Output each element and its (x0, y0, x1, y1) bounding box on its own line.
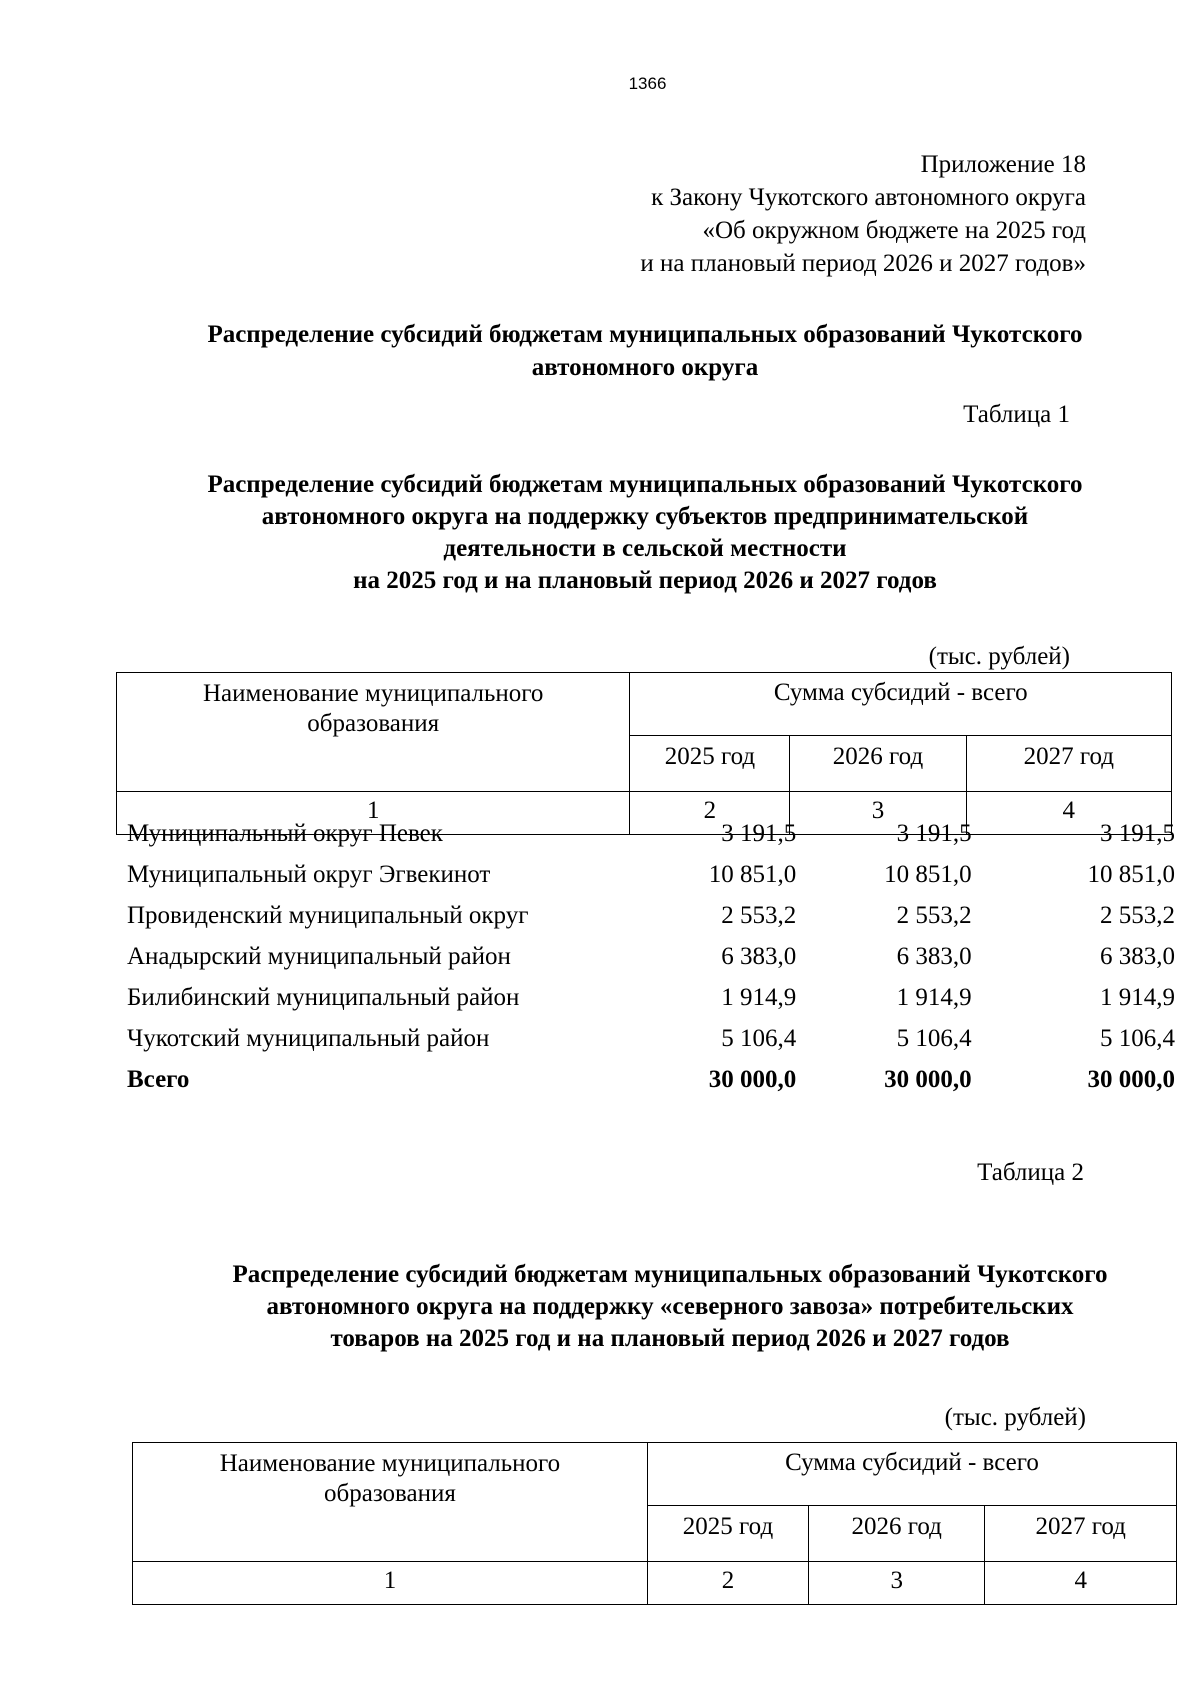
column-header-name (117, 673, 630, 792)
column-header-year-2027: 2027 год (985, 1506, 1177, 1562)
value-2026: 6 383,0 (896, 942, 972, 970)
value-2025: 2 553,2 (721, 901, 797, 929)
appendix-line: и на плановый период 2026 и 2027 годов» (640, 250, 1086, 277)
table-row (127, 1018, 1175, 1059)
table-row (127, 854, 1175, 895)
table2-title (125, 1259, 1200, 1355)
value-2026: 10 851,0 (884, 860, 972, 888)
value-2026: 3 191,5 (896, 819, 972, 847)
column-number: 2 (630, 792, 790, 835)
column-header-name (133, 1443, 648, 1562)
value-2025: 6 383,0 (721, 942, 797, 970)
column-number: 3 (790, 792, 966, 835)
column-header-year-2025: 2025 год (630, 736, 790, 792)
document-title-line: автономного округа (531, 354, 759, 381)
total-2026: 30 000,0 (884, 1065, 972, 1093)
column-number: 4 (966, 792, 1171, 835)
table1-header (116, 672, 1172, 835)
value-2027: 5 106,4 (1100, 1024, 1175, 1052)
table-row (127, 936, 1175, 977)
municipality-name: Анадырский муниципальный район (127, 942, 511, 970)
table1-units: (тыс. рублей) (928, 643, 1070, 670)
total-2025: 30 000,0 (708, 1065, 797, 1093)
table2-title-line: товаров на 2025 год и на плановый период 2026 и 2027 годов (330, 1325, 1010, 1352)
value-2027: 3 191,5 (1100, 819, 1175, 847)
value-2026: 2 553,2 (896, 901, 972, 929)
municipality-name: Муниципальный округ Эгвекинот (127, 860, 491, 888)
value-2025: 3 191,5 (721, 819, 797, 847)
column-number: 4 (985, 1562, 1177, 1605)
column-number: 1 (133, 1562, 648, 1605)
appendix-line: «Об окружном бюджете на 2025 год (702, 217, 1086, 244)
value-2027: 1 914,9 (1100, 983, 1175, 1011)
total-row (127, 1059, 1175, 1100)
table2-label: Таблица 2 (977, 1159, 1084, 1186)
column-number: 2 (647, 1562, 808, 1605)
municipality-name: Провиденский муниципальный округ (127, 901, 529, 929)
municipality-name: Чукотский муниципальный район (127, 1024, 490, 1052)
table-row (127, 895, 1175, 936)
column-header-year-2026: 2026 год (809, 1506, 985, 1562)
table1-title-line: Распределение субсидий бюджетам муниципальных образований Чукотского (207, 471, 1083, 498)
value-2025: 5 106,4 (721, 1024, 797, 1052)
document-title (110, 318, 1180, 384)
appendix-line: к Закону Чукотского автономного округа (651, 184, 1086, 211)
column-header-name-line: образования (324, 1480, 456, 1507)
table2-header (132, 1442, 1177, 1605)
table1-label: Таблица 1 (963, 401, 1070, 428)
value-2026: 5 106,4 (896, 1024, 972, 1052)
table1-title-line: деятельности в сельской местности (443, 535, 847, 562)
column-header-name-line: образования (307, 710, 440, 737)
value-2027: 2 553,2 (1100, 901, 1175, 929)
value-2026: 1 914,9 (896, 983, 972, 1011)
document-title-line: Распределение субсидий бюджетам муниципальных образований Чукотского (207, 321, 1083, 348)
table-row (127, 813, 1175, 854)
table1-title (110, 469, 1180, 597)
column-header-name-line: Наименование муниципального (203, 680, 544, 707)
appendix-reference (640, 148, 1086, 280)
value-2025: 1 914,9 (721, 983, 797, 1011)
table1-title-line: на 2025 год и на плановый период 2026 и 2027 годов (353, 567, 937, 594)
table2-title-line: автономного округа на поддержку «северного завоза» потребительских (266, 1293, 1074, 1320)
column-header-year-2026: 2026 год (790, 736, 966, 792)
column-header-year-2025: 2025 год (647, 1506, 808, 1562)
municipality-name: Муниципальный округ Певек (127, 819, 443, 847)
column-header-name-line: Наименование муниципального (219, 1450, 561, 1477)
table2-title-line: Распределение субсидий бюджетам муниципальных образований Чукотского (232, 1261, 1108, 1288)
value-2027: 10 851,0 (1087, 860, 1175, 888)
appendix-line: Приложение 18 (920, 151, 1086, 178)
table2-units: (тыс. рублей) (944, 1404, 1086, 1431)
column-header-sum: Сумма субсидий - всего (647, 1443, 1176, 1506)
municipality-name: Билибинский муниципальный район (127, 983, 520, 1011)
column-number: 3 (809, 1562, 985, 1605)
table1-body (127, 813, 1175, 1100)
page-number: 1366 (628, 74, 667, 93)
column-number: 1 (117, 792, 630, 835)
column-header-year-2027: 2027 год (966, 736, 1171, 792)
value-2027: 6 383,0 (1100, 942, 1175, 970)
value-2025: 10 851,0 (708, 860, 797, 888)
total-label: Всего (127, 1065, 190, 1093)
total-2027: 30 000,0 (1087, 1065, 1175, 1093)
table-row (127, 977, 1175, 1018)
column-header-sum: Сумма субсидий - всего (630, 673, 1172, 736)
table1-title-line: автономного округа на поддержку субъектов предпринимательской (261, 503, 1029, 530)
